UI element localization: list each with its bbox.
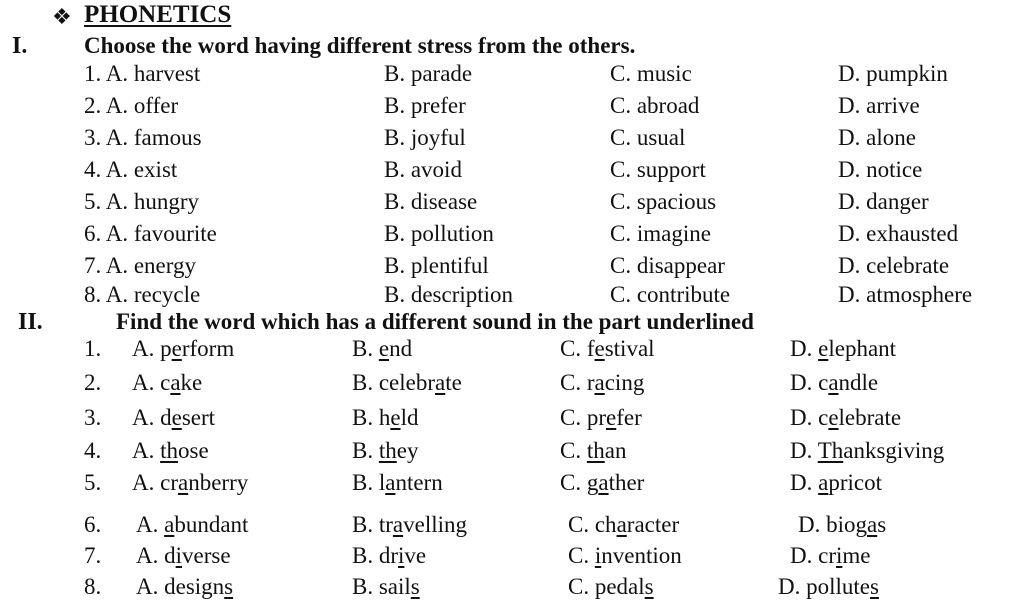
q1-8-option-b: B. description (384, 282, 514, 307)
q2-3-option-c: C. prefer (560, 405, 642, 430)
bullet-icon: ❖ (52, 4, 72, 29)
q2-5-option-a: A. cranberry (132, 470, 249, 495)
q2-7-option-a: A. diverse (136, 543, 231, 568)
q2-2-option-c: C. racing (560, 370, 645, 395)
q2-2-number: 2. (84, 370, 102, 395)
q2-7-option-d: D. crime (790, 543, 871, 568)
q2-4-option-a: A. those (132, 438, 209, 463)
q1-5-option-d: D. danger (838, 189, 929, 214)
q1-7-option-c: C. disappear (610, 253, 725, 278)
q2-1-option-d: D. elephant (790, 336, 897, 361)
q2-8-option-b: B. sails (352, 574, 420, 599)
q1-6-option-b: B. pollution (384, 221, 494, 246)
q1-2-option-d: D. arrive (838, 93, 920, 118)
q1-6-option-a: 6. A. favourite (84, 221, 217, 246)
q1-1-option-d: D. pumpkin (838, 61, 948, 86)
q1-7-option-d: D. celebrate (838, 253, 950, 278)
underlined-part: e (818, 336, 829, 361)
q2-2-option-b: B. celebrate (352, 370, 462, 395)
underlined-part: i (594, 543, 602, 568)
underlined-part: e (390, 405, 401, 430)
q1-5-option-c: C. spacious (610, 189, 717, 214)
page-title: PHONETICS (84, 1, 232, 28)
underlined-part: e (171, 336, 182, 361)
q2-3-number: 3. (84, 405, 102, 430)
underlined-part: th (586, 438, 605, 463)
q2-3-option-a: A. desert (132, 405, 216, 430)
q1-5-option-b: B. disease (384, 189, 478, 214)
q1-8-option-a: 8. A. recycle (84, 282, 201, 307)
underlined-part: e (171, 405, 182, 430)
q1-4-option-a: 4. A. exist (84, 157, 178, 182)
q2-1-option-c: C. festival (560, 336, 655, 361)
q2-8-option-a: A. designs (136, 574, 234, 599)
underlined-part: e (594, 336, 605, 361)
underlined-part: a (598, 470, 609, 495)
q1-4-option-c: C. support (610, 157, 706, 182)
underlined-part: a (828, 370, 839, 395)
q2-6-option-b: B. travelling (352, 512, 467, 537)
q1-7-option-a: 7. A. energy (84, 253, 197, 278)
underlined-part: e (606, 405, 617, 430)
q1-2-option-c: C. abroad (610, 93, 700, 118)
section-1-instruction: Choose the word having different stress from the others. (84, 33, 636, 58)
underlined-part: Th (817, 438, 844, 463)
underlined-part: a (164, 512, 175, 537)
q2-6-option-c: C. character (568, 512, 680, 537)
q2-1-number: 1. (84, 336, 102, 361)
underlined-part: a (818, 470, 829, 495)
underlined-part: a (435, 370, 446, 395)
q2-1-option-b: B. end (352, 336, 413, 361)
underlined-part: a (594, 370, 605, 395)
q1-6-option-c: C. imagine (610, 221, 711, 246)
q1-3-option-b: B. joyful (384, 125, 466, 150)
q2-7-option-b: B. drive (352, 543, 427, 568)
q2-5-option-b: B. lantern (352, 470, 443, 495)
q2-8-number: 8. (84, 574, 102, 599)
q2-5-option-d: D. apricot (790, 470, 882, 495)
underlined-part: e (828, 405, 839, 430)
underlined-part: s (870, 574, 879, 599)
q1-3-option-c: C. usual (610, 125, 686, 150)
underlined-part: i (398, 543, 405, 568)
q1-1-option-c: C. music (610, 61, 692, 86)
underlined-part: a (177, 470, 189, 495)
underlined-part: a (616, 512, 627, 537)
q2-8-option-d: D. pollutes (778, 574, 879, 599)
q1-2-option-b: B. prefer (384, 93, 466, 118)
q2-5-option-c: C. gather (560, 470, 645, 495)
q2-4-number: 4. (84, 438, 102, 463)
q2-8-option-c: C. pedals (568, 574, 654, 599)
q2-5-number: 5. (84, 470, 102, 495)
underlined-part: i (175, 543, 183, 568)
section-1-number: I. (12, 33, 28, 59)
underlined-part: e (378, 336, 390, 361)
q2-7-number: 7. (84, 543, 102, 568)
q1-4-option-b: B. avoid (384, 157, 462, 182)
q1-3-option-d: D. alone (838, 125, 916, 150)
q2-4-option-d: D. Thanksgiving (790, 438, 945, 463)
q1-2-option-a: 2. A. offer (84, 93, 179, 118)
section-2-instruction: Find the word which has a different sound in the part underlined (116, 309, 754, 334)
q2-6-number: 6. (84, 512, 102, 537)
underlined-part: s (644, 574, 654, 599)
q2-3-option-d: D. celebrate (790, 405, 902, 430)
underlined-part: a (385, 470, 396, 495)
q2-6-option-d: D. biogas (798, 512, 887, 537)
underlined-part: s (224, 574, 234, 599)
section-2-number: II. (18, 309, 43, 335)
underlined-part: a (170, 370, 181, 395)
q1-3-option-a: 3. A. famous (84, 125, 202, 150)
q2-4-option-b: B. they (352, 438, 419, 463)
underlined-part: th (378, 438, 397, 463)
underlined-part: th (160, 438, 179, 463)
q1-8-option-d: D. atmosphere (838, 282, 973, 307)
q1-5-option-a: 5. A. hungry (84, 189, 199, 214)
q1-7-option-b: B. plentiful (384, 253, 489, 278)
q1-6-option-d: D. exhausted (838, 221, 959, 246)
q2-2-option-a: A. cake (132, 370, 203, 395)
q1-1-option-b: B. parade (384, 61, 473, 86)
q1-8-option-c: C. contribute (610, 282, 731, 307)
q2-7-option-c: C. invention (568, 543, 682, 568)
underlined-part: a (867, 512, 878, 537)
q2-2-option-d: D. candle (790, 370, 879, 395)
q1-1-option-a: 1. A. harvest (84, 61, 201, 86)
underlined-part: s (410, 574, 420, 599)
underlined-part: i (835, 543, 843, 568)
underlined-part: a (392, 512, 404, 537)
q2-4-option-c: C. than (560, 438, 627, 463)
q1-4-option-d: D. notice (838, 157, 923, 182)
q2-1-option-a: A. perform (132, 336, 235, 361)
q2-6-option-a: A. abundant (136, 512, 249, 537)
q2-3-option-b: B. held (352, 405, 419, 430)
